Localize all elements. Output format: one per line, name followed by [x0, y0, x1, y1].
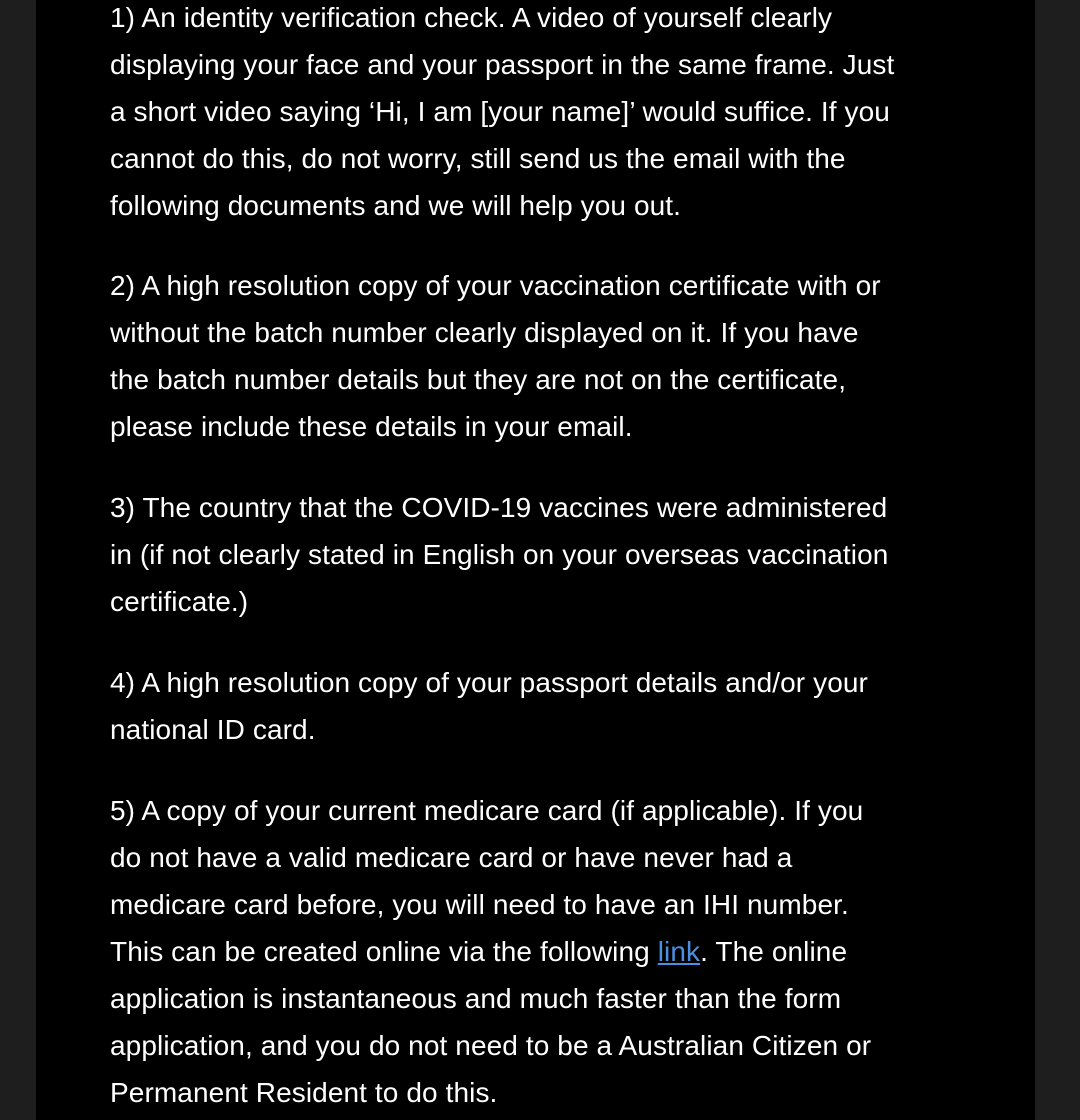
text-line: a short video saying ‘Hi, I am [your name]’ would suffice. If you: [110, 96, 890, 127]
text-line: the batch number details but they are not on the certificate,: [110, 364, 847, 395]
text-line: medicare card before, you will need to have an IHI number.: [110, 889, 849, 920]
text-line: 1) An identity verification check. A video of yourself clearly: [110, 2, 833, 33]
text-line: 2) A high resolution copy of your vaccination certificate with or: [110, 270, 881, 301]
text-line: 3) The country that the COVID-19 vaccines were administered: [110, 492, 888, 523]
text-line: do not have a valid medicare card or have never had a: [110, 842, 793, 873]
requirement-item-1: [110, 0, 970, 229]
link-line-prefix: This can be created online via the following: [110, 936, 658, 967]
text-line: certificate.): [110, 586, 249, 617]
requirement-item-3: [110, 484, 970, 625]
text-line: application is instantaneous and much faster than the form: [110, 983, 842, 1014]
text-line: 4) A high resolution copy of your passport details and/or your: [110, 667, 868, 698]
link-line-suffix: . The online: [700, 936, 848, 967]
text-line: displaying your face and your passport in the same frame. Just: [110, 49, 895, 80]
requirement-item-2: [110, 262, 970, 450]
requirement-item-5: [110, 787, 970, 1116]
text-line: in (if not clearly stated in English on your overseas vaccination: [110, 539, 889, 570]
text-line: following documents and we will help you out.: [110, 190, 682, 221]
text-line: please include these details in your email.: [110, 411, 633, 442]
text-line: national ID card.: [110, 714, 316, 745]
ihi-link[interactable]: link: [657, 936, 701, 967]
text-line: cannot do this, do not worry, still send us the email with the: [110, 143, 846, 174]
text-line: 5) A copy of your current medicare card (if applicable). If you: [110, 795, 864, 826]
text-line: without the batch number clearly displayed on it. If you have: [110, 317, 859, 348]
text-line: Permanent Resident to do this.: [110, 1077, 498, 1108]
text-line: application, and you do not need to be a Australian Citizen or: [110, 1030, 872, 1061]
text-line-with-link: [110, 928, 970, 975]
requirement-item-4: [110, 659, 970, 753]
